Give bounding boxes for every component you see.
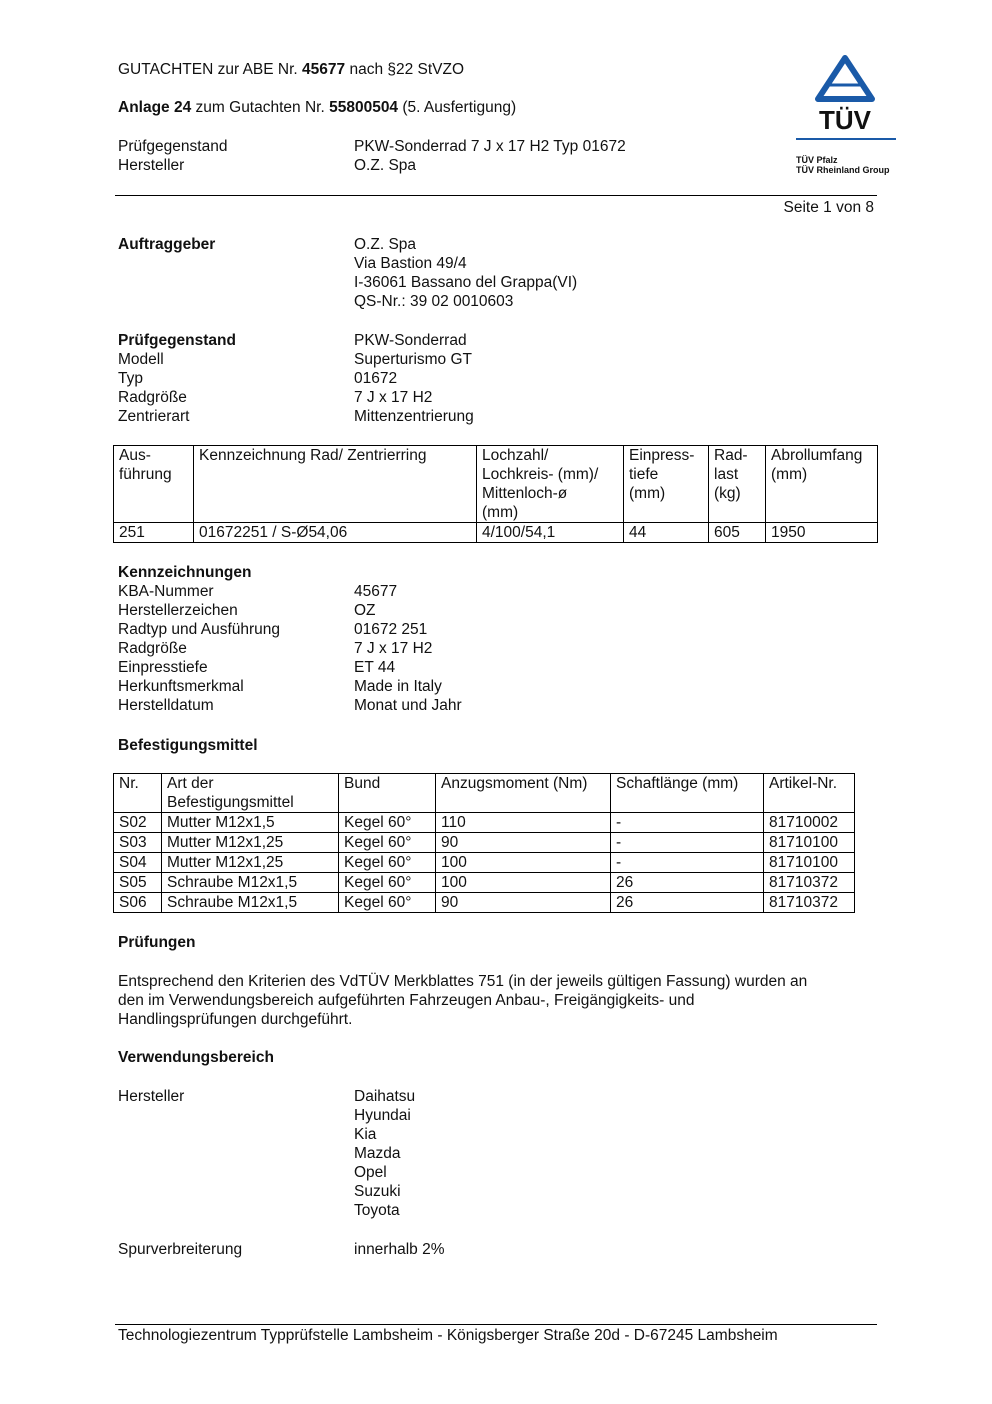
header-line-2 [118,98,516,117]
spur-value: innerhalb 2% [354,1241,445,1258]
header-value: O.Z. Spa [354,157,417,174]
auftraggeber-line: O.Z. Spa [354,236,417,253]
table-cell: 4/100/54,1 [477,523,624,543]
hersteller-item: Mazda [354,1145,401,1162]
pruefgegenstand-value: Mittenzentrierung [354,408,474,425]
tuv-group-label: TÜV Rheinland Group [796,165,890,175]
kennzeichnung-row [118,582,878,601]
kennzeichnung-row [118,677,878,696]
table-cell: 100 [436,873,611,893]
table-cell: Mutter M12x1,25 [162,853,339,873]
spur-label: Spurverbreiterung [118,1241,243,1258]
header-line-1 [118,60,464,79]
verwendungsbereich-heading: Verwendungsbereich [118,1049,274,1066]
pruefungen-heading: Prüfungen [118,934,196,951]
table-header-cell: Schaftlänge (mm) [611,774,764,813]
tuv-pfalz-label: TÜV Pfalz [796,155,838,165]
tuv-triangle-icon [794,55,896,135]
pruefgegenstand-row [118,331,878,350]
table-header-cell: Artikel-Nr. [764,774,855,813]
pruefgegenstand-value: Superturismo GT [354,351,473,368]
kennzeichnung-key: Einpresstiefe [118,659,208,676]
table-row [114,523,878,543]
kennzeichnung-value: OZ [354,602,376,619]
header-divider [115,195,877,196]
header-abe-label: GUTACHTEN zur ABE Nr. [118,61,298,78]
table-cell: 90 [436,833,611,853]
gutachten-number: 55800504 [329,99,399,116]
kennzeichnung-key: Herstellerzeichen [118,602,238,619]
kennzeichnung-key: Herkunftsmerkmal [118,678,244,695]
table-header-row [114,774,855,813]
table-cell: 605 [709,523,766,543]
table-row [114,833,855,853]
table-cell: 1950 [766,523,878,543]
hersteller-row [118,1125,878,1144]
table-cell: Kegel 60° [339,813,436,833]
logo-rule [796,138,896,140]
paragraph-line: den im Verwendungsbereich aufgeführten Fahrzeugen Anbau-, Freigängigkeits- und [118,992,695,1009]
header-value: PKW-Sonderrad 7 J x 17 H2 Typ 01672 [354,138,626,155]
hersteller-item: Kia [354,1126,377,1143]
header-row [118,156,878,175]
table-header-cell: Rad- last (kg) [709,446,766,523]
hersteller-row [118,1201,878,1220]
hersteller-item: Hyundai [354,1107,411,1124]
kennzeichnung-key: KBA-Nummer [118,583,214,600]
gutachten-label: zum Gutachten Nr. [195,99,325,116]
spurverbreiterung-row [118,1240,878,1259]
table-cell: 01672251 / S-Ø54,06 [194,523,477,543]
auftraggeber-row [118,254,878,273]
pruefgegenstand-label: Prüfgegenstand [118,332,236,349]
table-cell: Kegel 60° [339,853,436,873]
spur-row [118,1240,878,1259]
pruefgegenstand-key: Modell [118,351,164,368]
kennzeichnung-row [118,620,878,639]
hersteller-row [118,1087,878,1106]
hersteller-row [118,1144,878,1163]
pruefgegenstand-key: Typ [118,370,143,387]
tuv-logo [794,55,896,180]
table-header-cell: Bund [339,774,436,813]
kennzeichnung-key: Herstelldatum [118,697,214,714]
pruefgegenstand-value: 01672 [354,370,398,387]
auftraggeber-row [118,235,878,254]
befestigung-heading: Befestigungsmittel [118,737,258,754]
kennzeichnungen-heading: Kennzeichnungen [118,564,252,581]
table-header-cell: Einpress- tiefe (mm) [624,446,709,523]
table-cell: Schraube M12x1,5 [162,893,339,913]
footer-divider [115,1324,877,1325]
table-row [114,813,855,833]
table-cell: Mutter M12x1,25 [162,833,339,853]
abe-number: 45677 [302,61,346,78]
hersteller-row [118,1163,878,1182]
wheel-table [113,445,878,543]
table-header-cell: Nr. [114,774,162,813]
table-header-cell: Lochzahl/ Lochkreis- (mm)/ Mittenloch-ø (mm) [477,446,624,523]
table-cell: S06 [114,893,162,913]
kennzeichnung-row [118,658,878,677]
auftraggeber-label: Auftraggeber [118,236,216,253]
header-key: Hersteller [118,157,185,174]
befestigung-table [113,773,855,913]
kennzeichnung-row [118,601,878,620]
hersteller-item: Daihatsu [354,1088,416,1105]
table-cell: 81710372 [764,893,855,913]
hersteller-list [118,1087,878,1220]
hersteller-item: Suzuki [354,1183,401,1200]
table-cell: Schraube M12x1,5 [162,873,339,893]
kennzeichnung-key: Radtyp und Ausführung [118,621,281,638]
kennzeichnung-value: 7 J x 17 H2 [354,640,433,657]
table-cell: 251 [114,523,194,543]
table-cell: 81710002 [764,813,855,833]
hersteller-row [118,1182,878,1201]
hersteller-item: Opel [354,1164,387,1181]
table-cell: 100 [436,853,611,873]
table-cell: - [611,853,764,873]
hersteller-row [118,1106,878,1125]
footer-address: Technologiezentrum Typprüfstelle Lambsheim - Königsberger Straße 20d - D-67245 Lambsheim [118,1327,778,1344]
table-header-cell: Art der Befestigungsmittel [162,774,339,813]
table-cell: 81710100 [764,853,855,873]
auftraggeber-section [118,235,878,311]
hersteller-label: Hersteller [118,1088,185,1105]
header-row [118,137,878,156]
table-cell: 44 [624,523,709,543]
kennzeichnung-value: 01672 251 [354,621,428,638]
paragraph-line: Entsprechend den Kriterien des VdTÜV Merkblattes 751 (in der jeweils gültigen Fassung) wurden an [118,973,808,990]
kennzeichnungen-list [118,582,878,715]
auftraggeber-line: QS-Nr.: 39 02 0010603 [354,293,514,310]
auftraggeber-row [118,292,878,311]
kennzeichnung-value: Monat und Jahr [354,697,462,714]
table-cell: 81710100 [764,833,855,853]
table-header-cell: Anzugsmoment (Nm) [436,774,611,813]
table-header-cell: Kennzeichnung Rad/ Zentrierring [194,446,477,523]
pruefgegenstand-value: PKW-Sonderrad [354,332,467,349]
table-header-cell: Abrollumfang (mm) [766,446,878,523]
table-cell: S05 [114,873,162,893]
pruefgegenstand-row [118,369,878,388]
header-key: Prüfgegenstand [118,138,228,155]
ausfertigung-label: (5. Ausfertigung) [402,99,517,116]
pruefgegenstand-row [118,407,878,426]
table-cell: 110 [436,813,611,833]
table-header-cell: Aus- führung [114,446,194,523]
kennzeichnung-value: 45677 [354,583,398,600]
page-number: Seite 1 von 8 [783,199,874,216]
auftraggeber-line: I-36061 Bassano del Grappa(VI) [354,274,578,291]
anlage-label: Anlage 24 [118,99,192,116]
table-cell: - [611,813,764,833]
table-cell: Kegel 60° [339,833,436,853]
pruefgegenstand-key: Zentrierart [118,408,190,425]
kennzeichnung-row [118,696,878,715]
auftraggeber-row [118,273,878,292]
table-row [114,853,855,873]
kennzeichnung-value: Made in Italy [354,678,442,695]
table-cell: S03 [114,833,162,853]
table-cell: 26 [611,893,764,913]
hersteller-item: Toyota [354,1202,400,1219]
paragraph-line: Handlingsprüfungen durchgeführt. [118,1011,353,1028]
table-row [114,893,855,913]
kennzeichnung-value: ET 44 [354,659,396,676]
table-cell: 81710372 [764,873,855,893]
pruefgegenstand-value: 7 J x 17 H2 [354,389,433,406]
table-cell: - [611,833,764,853]
header-abe-suffix: nach §22 StVZO [349,61,465,78]
table-cell: S02 [114,813,162,833]
table-header-row [114,446,878,523]
table-cell: S04 [114,853,162,873]
auftraggeber-line: Via Bastion 49/4 [354,255,467,272]
table-cell: 26 [611,873,764,893]
table-cell: 90 [436,893,611,913]
table-cell: Mutter M12x1,5 [162,813,339,833]
kennzeichnung-row [118,639,878,658]
pruefgegenstand-row [118,388,878,407]
table-row [114,873,855,893]
pruefungen-paragraph [118,972,878,1029]
table-cell: Kegel 60° [339,893,436,913]
kennzeichnung-key: Radgröße [118,640,187,657]
pruefgegenstand-key: Radgröße [118,389,187,406]
table-cell: Kegel 60° [339,873,436,893]
tuv-wordmark: TÜV [819,105,871,135]
pruefgegenstand-row [118,350,878,369]
header-info [118,137,878,175]
pruefgegenstand-section [118,331,878,426]
